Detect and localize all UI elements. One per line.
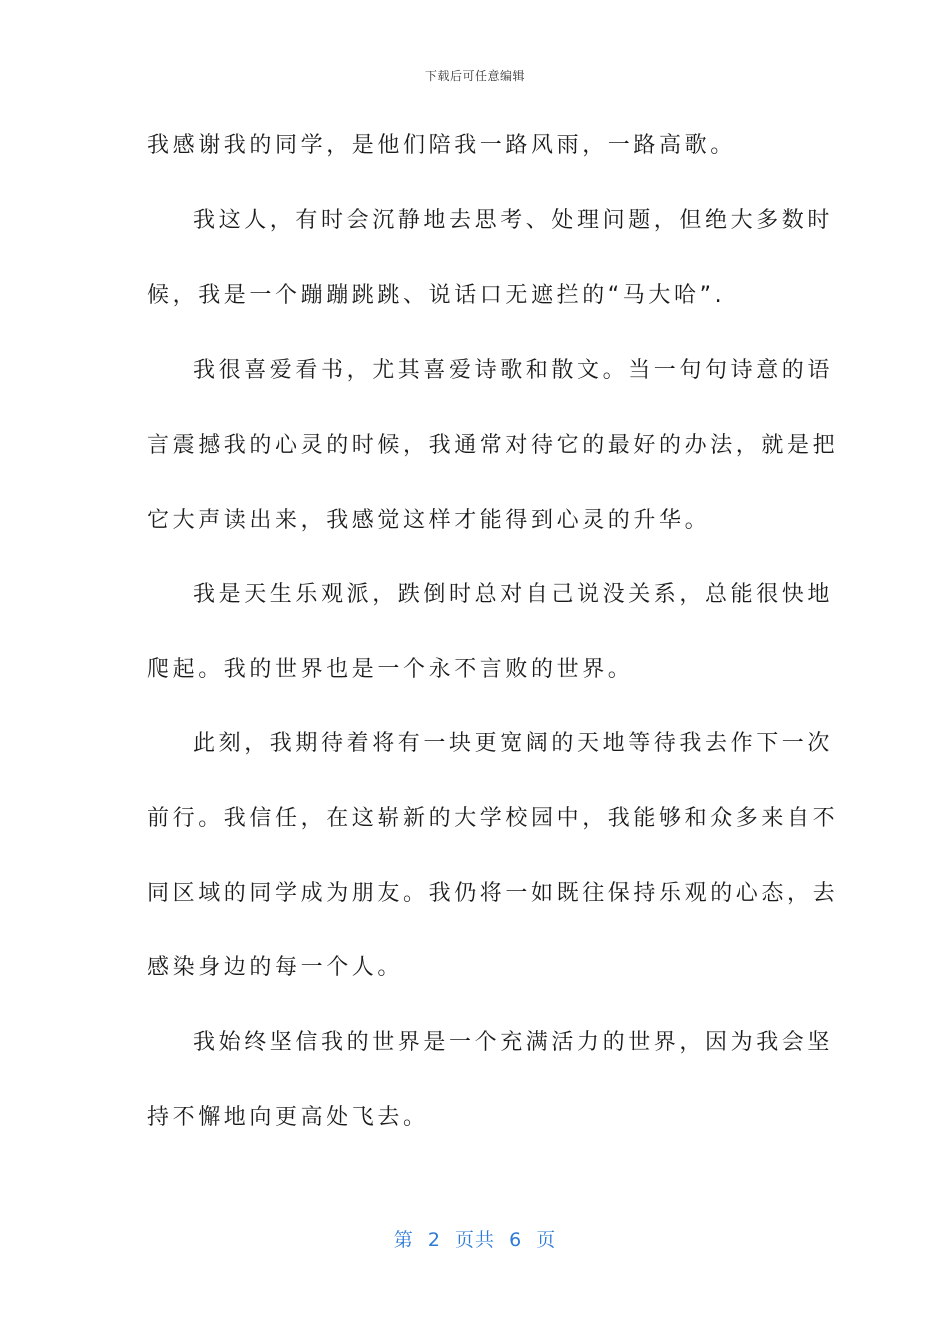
text-line: 爬起。我的世界也是一个永不言败的世界。 (147, 657, 634, 682)
text-line: 我是天生乐观派，跌倒时总对自己说没关系，总能很快地 (193, 582, 834, 607)
page-header-note: 下载后可任意编辑 (424, 69, 525, 83)
text-line: 候，我是一个蹦蹦跳跳、说话口无遮拦的“马大哈”. (147, 283, 726, 308)
text-line: 持不懈地向更高处飞去。 (147, 1105, 429, 1130)
text-line: 我很喜爱看书，尤其喜爱诗歌和散文。当一句句诗意的语 (193, 358, 834, 383)
text-line: 我感谢我的同学，是他们陪我一路风雨，一路高歌。 (147, 133, 736, 158)
page-number-footer: 第 2 页共 6 页 (393, 1229, 557, 1251)
text-line: 我始终坚信我的世界是一个充满活力的世界，因为我会坚 (193, 1030, 834, 1055)
text-line: 它大声读出来，我感觉这样才能得到心灵的升华。 (147, 508, 711, 533)
text-line: 言震撼我的心灵的时候，我通常对待它的最好的办法，就是把 (147, 433, 839, 458)
text-line: 前行。我信任，在这崭新的大学校园中，我能够和众多来自不 (147, 806, 839, 831)
text-line: 我这人，有时会沉静地去思考、处理问题，但绝大多数时 (193, 208, 834, 233)
text-line: 感染身边的每一个人。 (147, 955, 404, 980)
text-line: 此刻，我期待着将有一块更宽阔的天地等待我去作下一次 (193, 731, 834, 756)
text-line: 同区域的同学成为朋友。我仍将一如既往保持乐观的心态，去 (147, 881, 839, 906)
